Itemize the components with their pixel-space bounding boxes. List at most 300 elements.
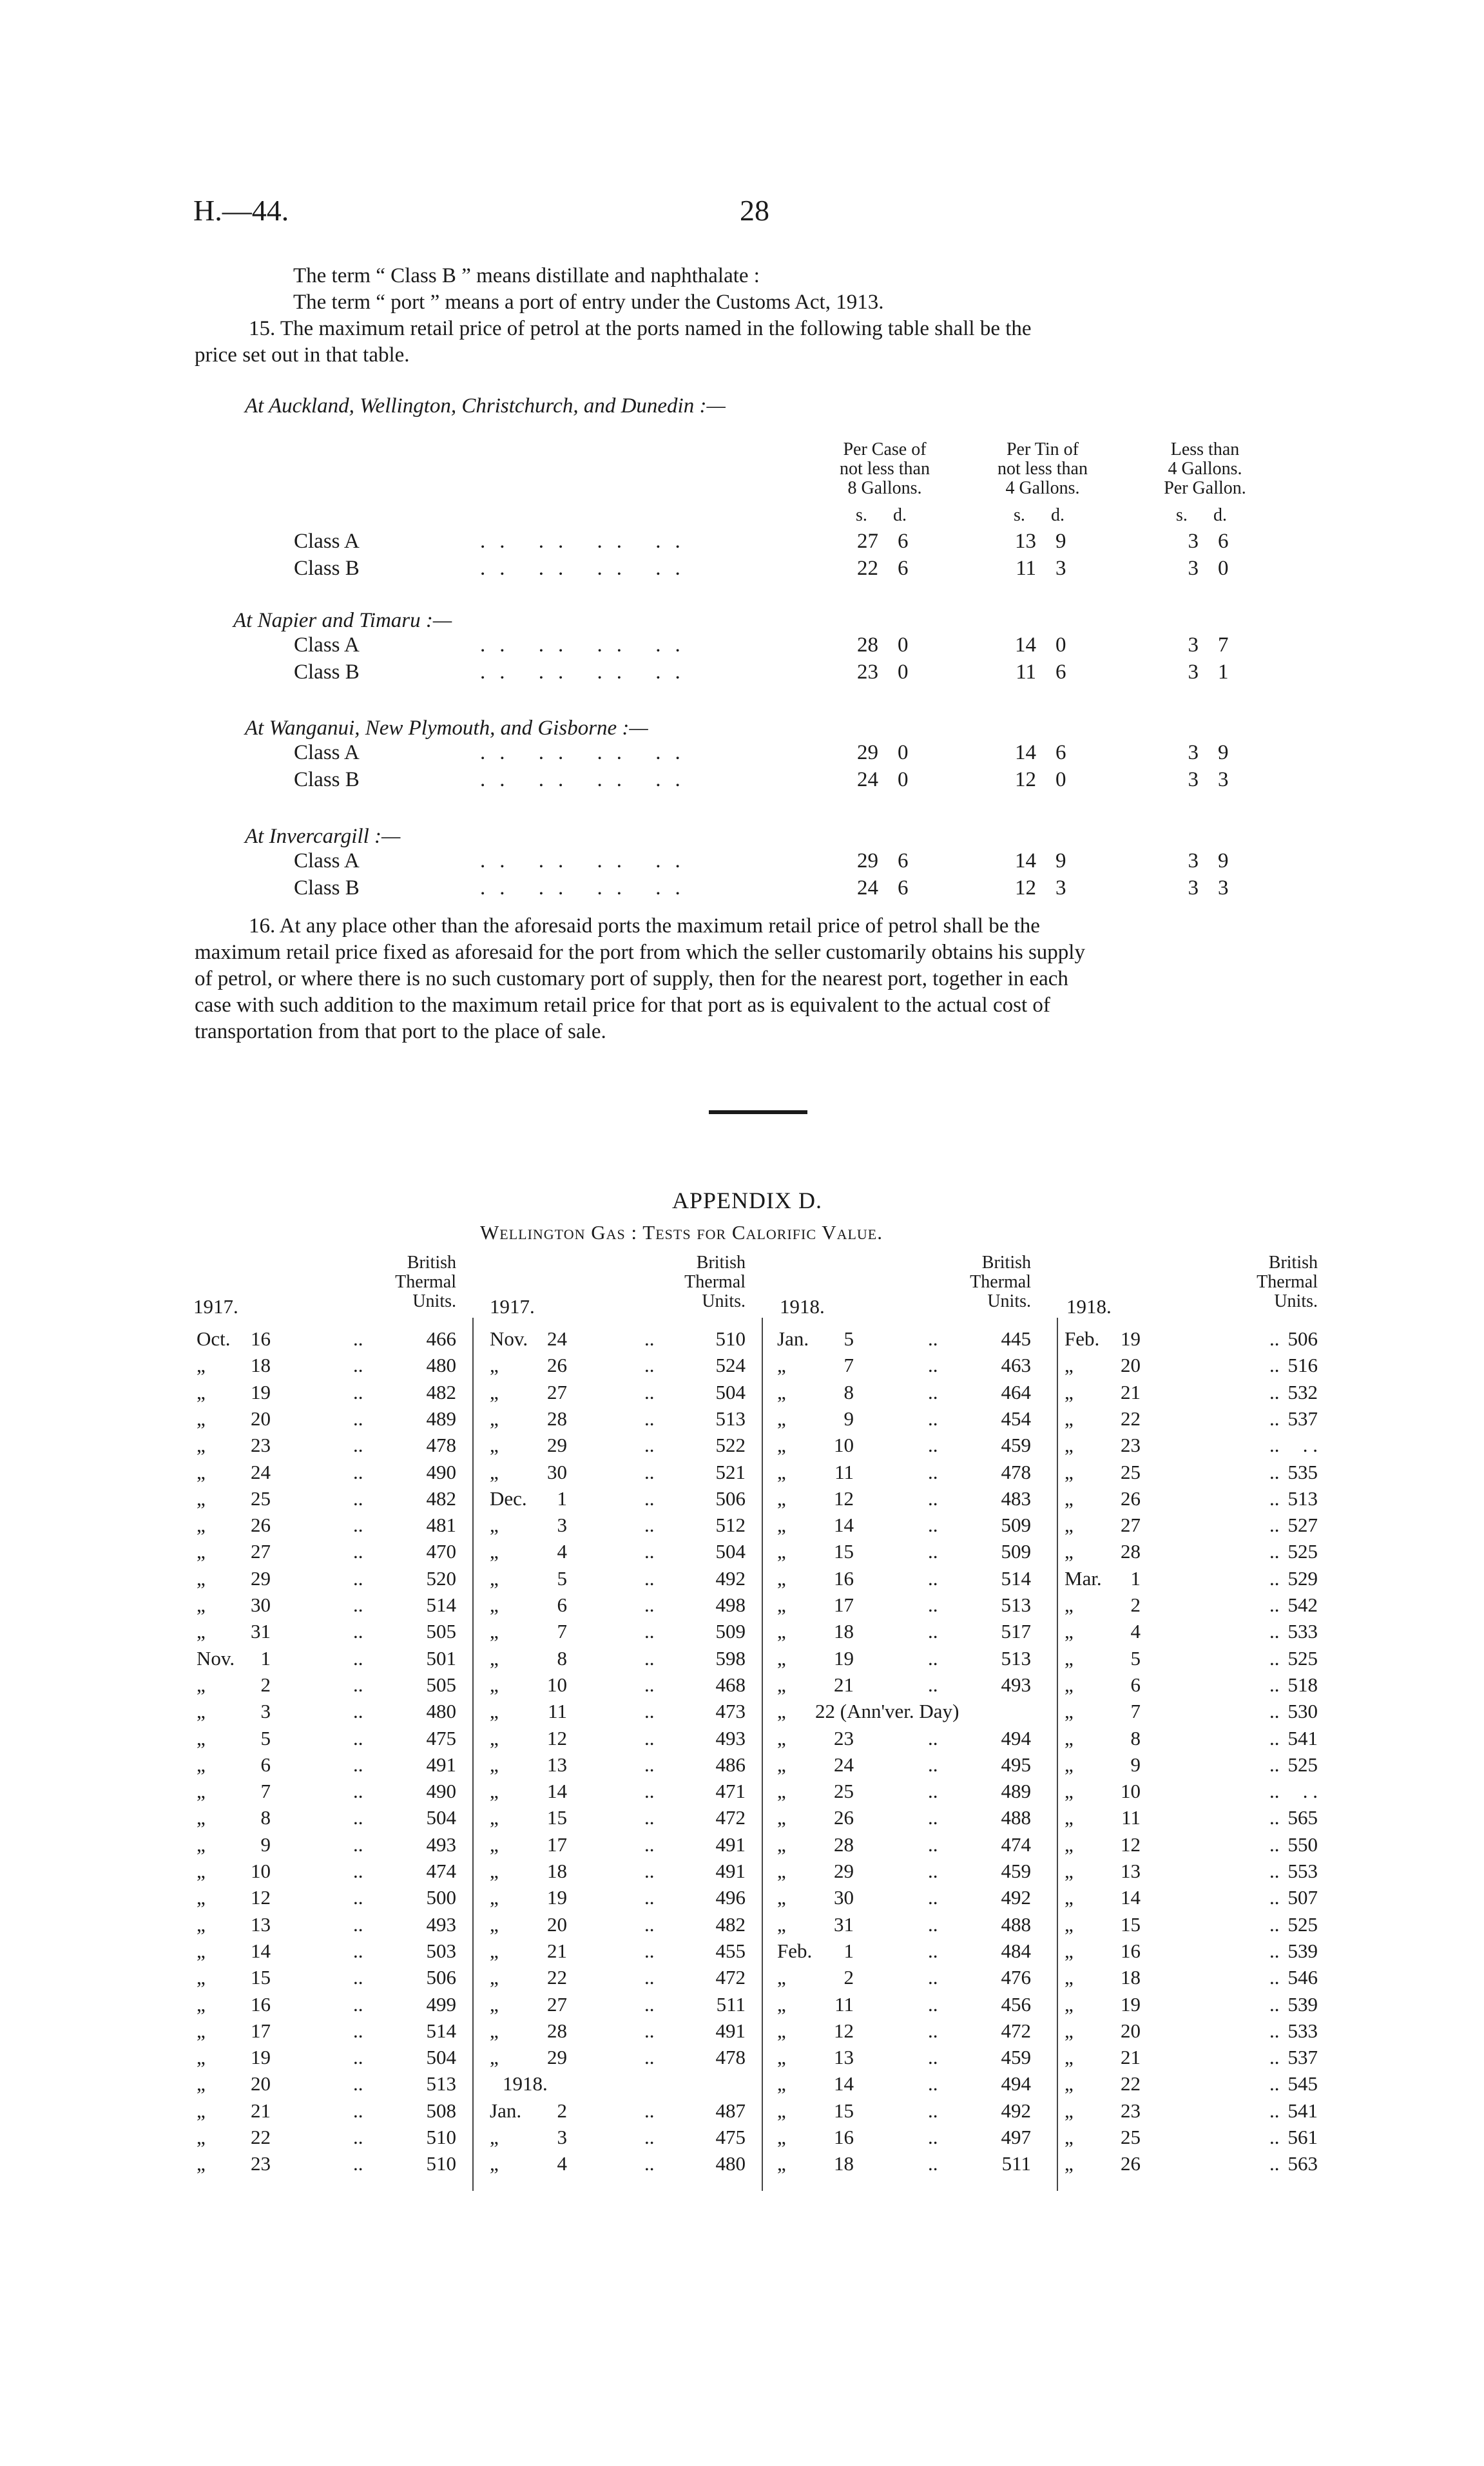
month-label: „ xyxy=(777,2019,786,2042)
day-value: 21 xyxy=(834,1673,854,1696)
month-label: „ xyxy=(1065,1514,1074,1537)
leader-dots: .. xyxy=(644,1966,655,1989)
leader-dots: .. xyxy=(928,1992,938,2016)
month-label: „ xyxy=(490,1380,499,1403)
day-value: 27 xyxy=(547,1992,567,2016)
btu-value: 491 xyxy=(715,1833,746,1856)
day-value: 18 xyxy=(1121,1966,1141,1989)
leader-dots: .. xyxy=(353,1726,363,1749)
month-label: „ xyxy=(490,1806,499,1829)
leader-dots: .. xyxy=(644,1594,655,1616)
day-value: 16 xyxy=(1121,1939,1141,1962)
price-pence: 9 xyxy=(1218,741,1229,764)
day-value: 30 xyxy=(834,1886,854,1909)
price-shillings: 3 xyxy=(1188,768,1199,791)
intro-text xyxy=(293,263,883,316)
page-number: 28 xyxy=(740,194,769,227)
leader-dots: .. xyxy=(928,2152,938,2175)
price-pence: 9 xyxy=(1055,849,1066,872)
leader-dots: .. xyxy=(353,1327,363,1350)
day-value: 14 xyxy=(251,1939,271,1962)
btu-value: 530 xyxy=(1287,1700,1318,1723)
btu-value: 498 xyxy=(715,1594,746,1616)
month-label: „ xyxy=(777,1992,786,2016)
month-label: „ xyxy=(197,1860,206,1882)
btu-value: 489 xyxy=(1001,1780,1031,1803)
btu-value: 541 xyxy=(1287,1726,1318,1749)
day-value: 1 xyxy=(1130,1566,1141,1590)
month-label: „ xyxy=(197,1380,206,1403)
day-value: 1 xyxy=(260,1646,271,1670)
leader-dots: .. xyxy=(353,1939,363,1962)
month-label: Mar. xyxy=(1065,1566,1102,1590)
leader-dots: .. xyxy=(1269,1833,1280,1856)
day-value: 11 xyxy=(548,1700,567,1723)
units-column-header xyxy=(1215,1253,1318,1311)
day-value: 12 xyxy=(834,1487,854,1510)
month-label: „ xyxy=(777,2099,786,2122)
month-label: „ xyxy=(197,1700,206,1723)
btu-value: 487 xyxy=(715,2099,746,2122)
btu-value: 524 xyxy=(715,1354,746,1377)
day-value: 25 xyxy=(1121,1460,1141,1483)
price-pence: 6 xyxy=(898,530,909,553)
leader-dots: .. xyxy=(353,1380,363,1403)
btu-value: 546 xyxy=(1287,1966,1318,1989)
month-label: „ xyxy=(777,2072,786,2095)
month-label: „ xyxy=(197,2046,206,2069)
btu-value: 445 xyxy=(1001,1327,1031,1350)
leader-dots: .. xyxy=(928,2072,938,2095)
day-value: 22 xyxy=(251,2126,271,2148)
paragraph-line: maximum retail price fixed as aforesaid for the port from which the seller customarily obtains his supply xyxy=(195,941,1085,964)
leader-dots: .. xyxy=(928,2099,938,2122)
btu-value: 480 xyxy=(426,1700,456,1723)
month-label: „ xyxy=(197,1753,206,1776)
day-value: 3 xyxy=(557,1514,567,1537)
leader-dots: .. xyxy=(644,1354,655,1377)
day-value: 3 xyxy=(260,1700,271,1723)
leader-dots: .. xyxy=(928,2046,938,2069)
leader-dots: .. xyxy=(1269,1780,1280,1803)
day-value: 6 xyxy=(557,1594,567,1616)
month-label: „ xyxy=(1065,1780,1074,1803)
price-pence: 7 xyxy=(1218,633,1229,657)
leader-dots: .. xyxy=(353,1886,363,1909)
month-label: „ xyxy=(197,1407,206,1430)
price-pence: 3 xyxy=(1055,876,1066,900)
btu-value: 478 xyxy=(426,1434,456,1457)
leader-dots: .. xyxy=(353,1753,363,1776)
day-value: 25 xyxy=(834,1780,854,1803)
leader-dots: .. xyxy=(1269,1860,1280,1882)
month-label: „ xyxy=(197,1566,206,1590)
day-value: 16 xyxy=(251,1992,271,2016)
leader-dots: .. xyxy=(353,2072,363,2095)
btu-value: 505 xyxy=(426,1673,456,1696)
price-shillings: 12 xyxy=(1015,768,1036,791)
leader-dots: .. xyxy=(1269,1753,1280,1776)
month-label: „ xyxy=(777,1833,786,1856)
year-label: 1917. xyxy=(490,1295,535,1318)
leader-dots: .. xyxy=(1269,2126,1280,2148)
price-shillings: 11 xyxy=(1016,557,1036,580)
year-label: 1918. xyxy=(780,1295,825,1318)
btu-value: 468 xyxy=(715,1673,746,1696)
leader-dots: .. xyxy=(644,1992,655,2016)
day-value: 19 xyxy=(1121,1992,1141,2016)
month-label: Nov. xyxy=(490,1327,528,1350)
month-label: Feb. xyxy=(777,1939,813,1962)
leader-dots: .. xyxy=(644,1434,655,1457)
month-label: „ xyxy=(777,1912,786,1936)
month-label: „ xyxy=(777,1753,786,1776)
header-line: Thermal xyxy=(970,1272,1031,1292)
btu-value: 504 xyxy=(426,1806,456,1829)
month-label: „ xyxy=(777,1780,786,1803)
month-label: Oct. xyxy=(197,1327,231,1350)
month-label: „ xyxy=(1065,1700,1074,1723)
leader-dots: .. xyxy=(1269,2099,1280,2122)
btu-value: 491 xyxy=(426,1753,456,1776)
day-value: 10 xyxy=(251,1860,271,1882)
day-value: 18 xyxy=(834,2152,854,2175)
month-label: „ xyxy=(777,1434,786,1457)
price-pence: 6 xyxy=(898,849,909,872)
price-shillings: 13 xyxy=(1015,530,1036,553)
month-label: „ xyxy=(1065,1992,1074,2016)
btu-value: 455 xyxy=(715,1939,746,1962)
month-label: „ xyxy=(197,1540,206,1563)
day-value: 21 xyxy=(251,2099,271,2122)
price-pence: 3 xyxy=(1055,557,1066,580)
day-value: 20 xyxy=(1121,2019,1141,2042)
btu-value: 490 xyxy=(426,1460,456,1483)
day-value: 22 xyxy=(1121,2072,1141,2095)
day-value: 5 xyxy=(260,1726,271,1749)
month-label: „ xyxy=(490,1673,499,1696)
btu-value: 539 xyxy=(1287,1939,1318,1962)
day-value: 22 (Ann'ver. Day) xyxy=(815,1700,959,1723)
day-value: 13 xyxy=(547,1753,567,1776)
leader-dots: .. xyxy=(644,1460,655,1483)
btu-value: 507 xyxy=(1287,1886,1318,1909)
day-value: 13 xyxy=(251,1912,271,1936)
leader-dots: .. xyxy=(353,1966,363,1989)
btu-value: 493 xyxy=(426,1912,456,1936)
price-shillings: 3 xyxy=(1188,633,1199,657)
header-line: Units. xyxy=(412,1291,456,1311)
leader-dots: .. xyxy=(353,2126,363,2148)
btu-value: 475 xyxy=(426,1726,456,1749)
price-pence: 0 xyxy=(898,660,909,684)
btu-value: 492 xyxy=(715,1566,746,1590)
leader-dots: .. xyxy=(644,1487,655,1510)
price-shillings: 3 xyxy=(1188,557,1199,580)
leader-dots: .. xyxy=(644,1939,655,1962)
leader-dots: .. xyxy=(353,1540,363,1563)
btu-value: 490 xyxy=(426,1780,456,1803)
day-value: 19 xyxy=(1121,1327,1141,1350)
btu-value: 522 xyxy=(715,1434,746,1457)
price-pence: 6 xyxy=(1055,660,1066,684)
day-value: 10 xyxy=(547,1673,567,1696)
month-label: „ xyxy=(1065,1407,1074,1430)
btu-value: 486 xyxy=(715,1753,746,1776)
paragraph-line: case with such addition to the maximum retail price for that port as is equivalent to the actual cost of xyxy=(195,994,1050,1017)
day-value: 15 xyxy=(1121,1912,1141,1936)
day-value: 11 xyxy=(834,1460,854,1483)
header-line: Less than xyxy=(1170,439,1240,459)
btu-value: 495 xyxy=(1001,1753,1031,1776)
month-label: „ xyxy=(777,1514,786,1537)
class-label: Class B xyxy=(294,876,360,900)
price-group-heading: At Auckland, Wellington, Christchurch, and Dunedin :— xyxy=(245,394,726,418)
price-shillings: 3 xyxy=(1188,741,1199,764)
leader-dots: .. xyxy=(353,1460,363,1483)
day-value: 3 xyxy=(557,2126,567,2148)
month-label: „ xyxy=(490,2046,499,2069)
price-group-heading: At Napier and Timaru :— xyxy=(233,609,452,632)
btu-value: 484 xyxy=(1001,1939,1031,1962)
leader-dots: .. xyxy=(644,1833,655,1856)
btu-value: 525 xyxy=(1287,1540,1318,1563)
leader-dots: .. xyxy=(928,1434,938,1457)
leader-dots: .. xyxy=(928,1407,938,1430)
month-label: „ xyxy=(777,1806,786,1829)
btu-value: 520 xyxy=(426,1566,456,1590)
header-line: 4 Gallons. xyxy=(1168,459,1242,479)
btu-value: 565 xyxy=(1287,1806,1318,1829)
month-label: „ xyxy=(197,1806,206,1829)
price-pence: 0 xyxy=(898,768,909,791)
leader-dots: .. xyxy=(928,1460,938,1483)
month-label: „ xyxy=(777,1460,786,1483)
month-label: „ xyxy=(777,1487,786,1510)
day-value: 15 xyxy=(251,1966,271,1989)
column-divider xyxy=(762,1318,763,2191)
price-shillings: 14 xyxy=(1015,741,1036,764)
price-pence: 0 xyxy=(1218,557,1229,580)
day-value: 12 xyxy=(547,1726,567,1749)
leader-dots: .. .. .. .. xyxy=(480,768,695,791)
month-label: „ xyxy=(490,1646,499,1670)
leader-dots: .. xyxy=(928,2126,938,2148)
month-label: „ xyxy=(777,2152,786,2175)
day-value: 29 xyxy=(547,1434,567,1457)
day-value: 19 xyxy=(251,2046,271,2069)
shillings-label: s. xyxy=(1176,505,1188,525)
btu-value: 492 xyxy=(1001,2099,1031,2122)
intro-line: The term “ port ” means a port of entry under the Customs Act, 1913. xyxy=(293,291,884,314)
leader-dots: .. xyxy=(1269,1434,1280,1457)
leader-dots: .. xyxy=(928,2019,938,2042)
units-column-header xyxy=(642,1253,746,1311)
month-label: „ xyxy=(490,1833,499,1856)
month-label: Dec. xyxy=(490,1487,527,1510)
price-pence: 3 xyxy=(1218,768,1229,791)
month-label: „ xyxy=(777,1566,786,1590)
btu-value: 478 xyxy=(715,2046,746,2069)
btu-value: 476 xyxy=(1001,1966,1031,1989)
day-value: 1 xyxy=(843,1939,854,1962)
leader-dots: .. xyxy=(928,1380,938,1403)
leader-dots: .. xyxy=(928,1886,938,1909)
btu-value: 504 xyxy=(715,1540,746,1563)
btu-value: 527 xyxy=(1287,1514,1318,1537)
day-value: 18 xyxy=(251,1354,271,1377)
day-value: 30 xyxy=(251,1594,271,1616)
btu-value: 474 xyxy=(1001,1833,1031,1856)
leader-dots: .. xyxy=(1269,1354,1280,1377)
leader-dots: .. xyxy=(928,1806,938,1829)
day-value: 24 xyxy=(834,1753,854,1776)
leader-dots: .. xyxy=(353,1354,363,1377)
month-label: „ xyxy=(777,2046,786,2069)
price-pence: 0 xyxy=(898,741,909,764)
pence-label: d. xyxy=(1051,505,1065,525)
btu-value: 505 xyxy=(426,1620,456,1643)
btu-value: 513 xyxy=(1001,1646,1031,1670)
section-divider xyxy=(709,1110,807,1114)
month-label: „ xyxy=(490,2126,499,2148)
header-line: Per Gallon. xyxy=(1164,478,1246,498)
price-shillings: 23 xyxy=(857,660,878,684)
leader-dots: .. xyxy=(353,1566,363,1590)
leader-dots: .. xyxy=(1269,1487,1280,1510)
leader-dots: .. .. .. .. xyxy=(480,849,695,872)
btu-value: 525 xyxy=(1287,1753,1318,1776)
month-label: „ xyxy=(777,1646,786,1670)
price-shillings: 14 xyxy=(1015,633,1036,657)
month-label: „ xyxy=(197,2152,206,2175)
day-value: 27 xyxy=(1121,1514,1141,1537)
day-value: 5 xyxy=(1130,1646,1141,1670)
month-label: „ xyxy=(197,2099,206,2122)
day-value: 19 xyxy=(547,1886,567,1909)
leader-dots: .. xyxy=(644,1327,655,1350)
month-label: „ xyxy=(197,1354,206,1377)
leader-dots: .. xyxy=(644,2126,655,2148)
month-label: „ xyxy=(1065,1939,1074,1962)
month-label: „ xyxy=(197,2019,206,2042)
month-label: „ xyxy=(777,1886,786,1909)
btu-value: 511 xyxy=(716,1992,746,2016)
leader-dots: .. xyxy=(353,2019,363,2042)
column-divider xyxy=(1057,1318,1058,2191)
day-value: 8 xyxy=(843,1380,854,1403)
btu-value: 464 xyxy=(1001,1380,1031,1403)
day-value: 26 xyxy=(1121,1487,1141,1510)
month-label: „ xyxy=(1065,1620,1074,1643)
month-label: „ xyxy=(490,1886,499,1909)
leader-dots: .. xyxy=(353,1646,363,1670)
btu-value: 488 xyxy=(1001,1912,1031,1936)
day-value: 10 xyxy=(1121,1780,1141,1803)
btu-value: 491 xyxy=(715,1860,746,1882)
price-shillings: 14 xyxy=(1015,849,1036,872)
leader-dots: .. xyxy=(1269,1939,1280,1962)
btu-value: 500 xyxy=(426,1886,456,1909)
month-label: „ xyxy=(1065,2152,1074,2175)
leader-dots: .. xyxy=(928,1566,938,1590)
month-label: „ xyxy=(490,1912,499,1936)
month-label: „ xyxy=(777,1354,786,1377)
month-label: „ xyxy=(1065,1833,1074,1856)
header-line: British xyxy=(407,1253,456,1273)
leader-dots: .. xyxy=(928,1620,938,1643)
day-value: 9 xyxy=(260,1833,271,1856)
month-label: „ xyxy=(1065,2019,1074,2042)
leader-dots: .. xyxy=(1269,1806,1280,1829)
month-label: „ xyxy=(197,2072,206,2095)
btu-value: 509 xyxy=(715,1620,746,1643)
btu-value: 514 xyxy=(426,2019,456,2042)
pence-label: d. xyxy=(1213,505,1227,525)
header-line: not less than xyxy=(840,459,930,479)
btu-value: 517 xyxy=(1001,1620,1031,1643)
day-value: 24 xyxy=(251,1460,271,1483)
day-value: 6 xyxy=(260,1753,271,1776)
leader-dots: .. .. .. .. xyxy=(480,876,695,900)
day-value: 23 xyxy=(251,2152,271,2175)
price-shillings: 3 xyxy=(1188,530,1199,553)
leader-dots: .. .. .. .. xyxy=(480,633,695,657)
month-label: „ xyxy=(197,1726,206,1749)
btu-value: 521 xyxy=(715,1460,746,1483)
btu-value: 525 xyxy=(1287,1912,1318,1936)
class-label: Class A xyxy=(294,849,360,872)
day-value: 15 xyxy=(547,1806,567,1829)
day-value: 17 xyxy=(547,1833,567,1856)
day-value: 2 xyxy=(843,1966,854,1989)
day-value: 26 xyxy=(547,1354,567,1377)
month-label: „ xyxy=(1065,1487,1074,1510)
day-value: 24 xyxy=(547,1327,567,1350)
month-label: „ xyxy=(490,1939,499,1962)
leader-dots: .. xyxy=(928,1860,938,1882)
leader-dots: .. xyxy=(1269,1886,1280,1909)
leader-dots: .. xyxy=(928,1673,938,1696)
month-label: „ xyxy=(197,1514,206,1537)
header-line: Thermal xyxy=(684,1272,746,1292)
month-label: „ xyxy=(777,1673,786,1696)
day-value: 16 xyxy=(834,2126,854,2148)
month-label: „ xyxy=(777,1540,786,1563)
leader-dots: .. xyxy=(644,1860,655,1882)
day-value: 20 xyxy=(1121,1354,1141,1377)
day-value: 20 xyxy=(251,1407,271,1430)
leader-dots: .. xyxy=(644,2099,655,2122)
leader-dots: .. xyxy=(353,1673,363,1696)
day-value: 28 xyxy=(834,1833,854,1856)
appendix-subtitle: Wellington Gas : Tests for Calorific Value. xyxy=(480,1221,883,1244)
btu-value: 471 xyxy=(715,1780,746,1803)
btu-value: 542 xyxy=(1287,1594,1318,1616)
price-shillings: 11 xyxy=(1016,660,1036,684)
btu-value: . . xyxy=(1302,1434,1318,1457)
leader-dots: .. xyxy=(353,1780,363,1803)
month-label: „ xyxy=(197,1487,206,1510)
leader-dots: .. xyxy=(644,1566,655,1590)
class-label: Class B xyxy=(294,768,360,791)
day-value: 21 xyxy=(547,1939,567,1962)
leader-dots: .. xyxy=(1269,1327,1280,1350)
day-value: 23 xyxy=(1121,2099,1141,2122)
price-shillings: 27 xyxy=(857,530,878,553)
leader-dots: .. xyxy=(644,2046,655,2069)
day-value: 22 xyxy=(547,1966,567,1989)
